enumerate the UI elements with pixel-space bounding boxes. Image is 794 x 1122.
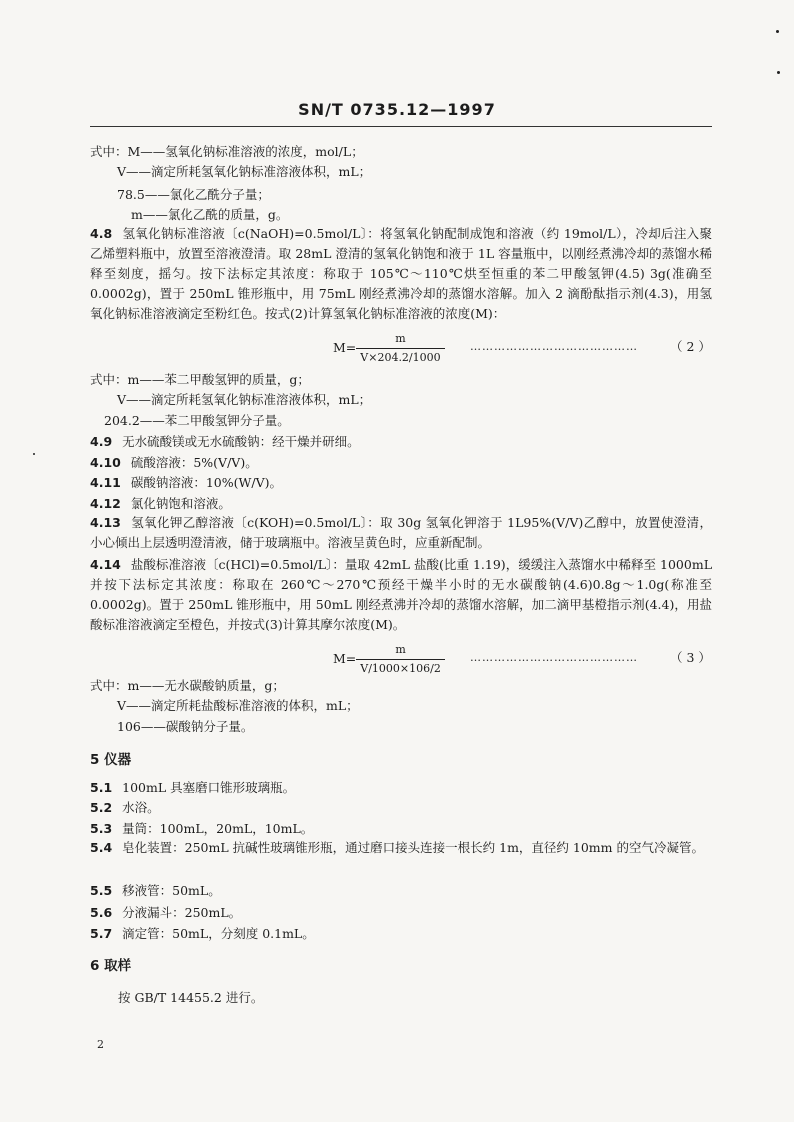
clause-4-9 xyxy=(90,433,360,451)
clause-text: 硫酸溶液：5%(V/V)。 xyxy=(130,455,258,470)
clause-text: 皂化装置：250mL 抗碱性玻璃锥形瓶，通过磨口接头连接一根长约 1m，直径约 10mm 的空气冷凝管。 xyxy=(122,840,704,855)
equation-tag: （ 3 ） xyxy=(670,650,711,665)
clause-number: 4.14 xyxy=(90,557,121,572)
header-rule xyxy=(90,126,712,127)
where-line: 式中：m——苯二甲酸氢钾的质量，g； xyxy=(90,372,310,387)
where-line: 式中：M——氢氧化钠标准溶液的浓度，mol/L； xyxy=(90,144,364,159)
where-line: 式中：m——无水碳酸钠质量，g； xyxy=(90,678,285,693)
formula-fraction xyxy=(356,641,445,678)
clause-text: 碳酸钠溶液：10%(W/V)。 xyxy=(130,475,282,490)
clause-5-1 xyxy=(90,779,295,797)
clause-4-14 xyxy=(90,555,712,635)
clause-text: 氢氧化钾乙醇溶液〔c(KOH)=0.5mol/L〕：取 30g 氢氧化钾溶于 1L95%(V/V)乙醇中，放置使澄清，小心倾出上层透明澄清液，储于玻璃瓶中。溶液呈黄色时，应重新配制。 xyxy=(90,515,712,550)
clause-text: 盐酸标准溶液〔c(HCl)=0.5mol/L〕：量取 42mL 盐酸(比重 1.19)，缓缓注入蒸馏水中稀释至 1000mL 并按下法标定其浓度：称取在 260℃～270℃预经干燥半小时的无水碳酸钠(4.6)0.8g～1.0g(称准至 0.0002g)。置于 250mL 锥形瓶中，用 50mL 刚经煮沸并冷却的蒸馏水溶解，加二滴甲基橙指示剂(4.4)，用盐酸标准溶液滴定至橙色，并按式(3)计算其摩尔浓度(M)。 xyxy=(90,557,712,632)
formula-3 xyxy=(333,641,445,678)
leader-dots: …………………………………… xyxy=(470,651,638,664)
numerator: m xyxy=(395,332,406,345)
where-line: V——滴定所耗盐酸标准溶液的体积，mL； xyxy=(117,698,359,713)
clause-number: 5.5 xyxy=(90,883,113,898)
denominator: V/1000×106/2 xyxy=(356,659,445,678)
scan-speck xyxy=(33,453,35,455)
clause-4-12 xyxy=(90,495,231,513)
clause-text: 氯化钠饱和溶液。 xyxy=(130,496,231,511)
where-line: V——滴定所耗氢氧化钠标准溶液体积，mL； xyxy=(117,164,372,179)
section-heading-5: 5 仪器 xyxy=(90,752,132,768)
scan-speck xyxy=(777,71,780,74)
clause-text: 无水硫酸镁或无水硫酸钠：经干燥并研细。 xyxy=(122,434,360,449)
clause-text: 100mL 具塞磨口锥形玻璃瓶。 xyxy=(122,780,296,795)
document-header: SN/T 0735.12—1997 xyxy=(298,100,496,119)
clause-5-5 xyxy=(90,882,221,900)
numerator: m xyxy=(395,643,406,656)
clause-number: 4.13 xyxy=(90,515,121,530)
where-line: 204.2——苯二甲酸氢钾分子量。 xyxy=(104,413,290,428)
clause-number: 5.7 xyxy=(90,926,113,941)
sampling-text: 按 GB/T 14455.2 进行。 xyxy=(118,990,264,1005)
where-line: 78.5——氯化乙酰分子量； xyxy=(117,187,270,202)
clause-number: 5.3 xyxy=(90,821,113,836)
clause-5-4 xyxy=(90,838,712,858)
formula-fraction xyxy=(356,330,444,367)
clause-text: 氢氧化钠标准溶液〔c(NaOH)=0.5mol/L〕：将氢氧化钠配制成饱和溶液（约 19mol/L），冷却后注入聚乙烯塑料瓶中，放置至溶液澄清。取 28mL 澄清的氢氧化钠饱和液于 1L 容量瓶中，以刚经煮沸冷却的蒸馏水稀释至刻度，摇匀。按下法标定其浓度：称取于 105℃～110℃烘至恒重的苯二甲酸氢钾(4.5) 3g(准确至 0.0002g)，置于 250mL 锥形瓶中，用 75mL 刚经煮沸冷却的蒸馏水溶解。加入 2 滴酚酞指示剂(4.3)，用氢氧化钠标准溶液滴定至粉红色。按式(2)计算氢氧化钠标准溶液的浓度(M)： xyxy=(90,226,712,321)
clause-4-13 xyxy=(90,513,712,553)
clause-5-7 xyxy=(90,925,315,943)
clause-text: 分液漏斗：250mL。 xyxy=(122,905,242,920)
leader-dots: …………………………………… xyxy=(470,340,638,353)
section-heading-6: 6 取样 xyxy=(90,958,132,974)
clause-4-10 xyxy=(90,454,258,472)
clause-4-8 xyxy=(90,224,712,324)
clause-text: 量筒：100mL，20mL，10mL。 xyxy=(122,821,314,836)
clause-5-2 xyxy=(90,799,160,817)
clause-number: 4.12 xyxy=(90,496,121,511)
equation-tag: （ 2 ） xyxy=(670,339,711,354)
clause-text: 水浴。 xyxy=(122,800,160,815)
clause-text: 滴定管：50mL，分刻度 0.1mL。 xyxy=(122,926,315,941)
denominator: V×204.2/1000 xyxy=(356,348,444,367)
scan-speck xyxy=(776,30,779,33)
clause-number: 5.6 xyxy=(90,905,113,920)
clause-number: 4.10 xyxy=(90,455,121,470)
clause-number: 4.9 xyxy=(90,434,113,449)
where-line: m——氯化乙酰的质量，g。 xyxy=(131,207,289,222)
clause-number: 5.4 xyxy=(90,840,113,855)
formula-2 xyxy=(333,330,445,367)
formula-lhs: M= xyxy=(333,651,357,666)
clause-number: 5.2 xyxy=(90,800,113,815)
clause-text: 移液管：50mL。 xyxy=(122,883,221,898)
clause-number: 4.11 xyxy=(90,475,121,490)
page-number: 2 xyxy=(97,1038,104,1051)
clause-4-11 xyxy=(90,474,282,492)
clause-5-3 xyxy=(90,820,313,838)
where-line: V——滴定所耗氢氧化钠标准溶液体积，mL； xyxy=(117,392,372,407)
clause-number: 5.1 xyxy=(90,780,113,795)
formula-lhs: M= xyxy=(333,340,357,355)
where-line: 106——碳酸钠分子量。 xyxy=(117,719,254,734)
clause-number: 4.8 xyxy=(90,226,113,241)
clause-5-6 xyxy=(90,904,241,922)
